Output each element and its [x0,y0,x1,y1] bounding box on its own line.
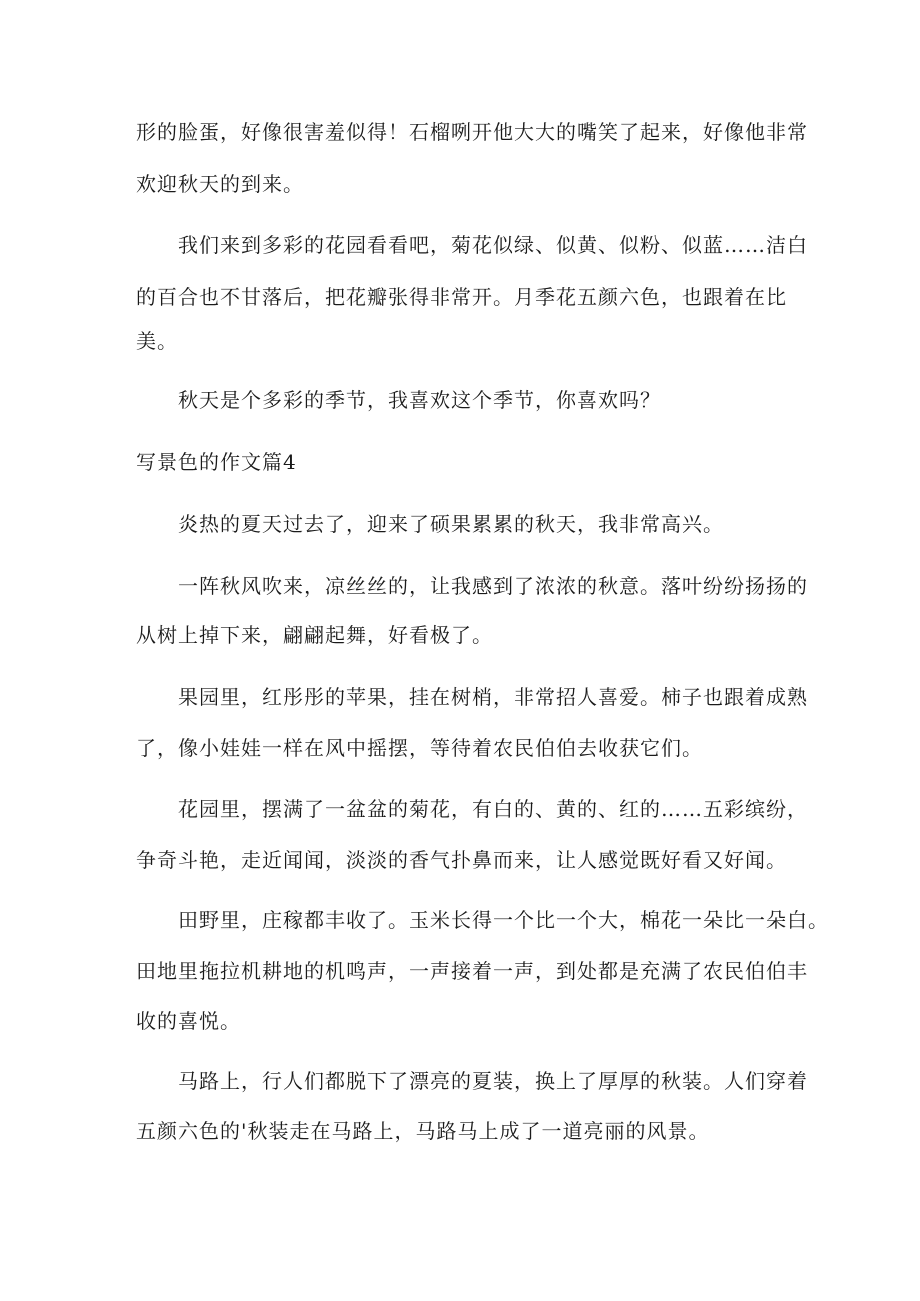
text-line: 收的喜悦。 [136,1009,241,1033]
text-line: 五颜六色的'秋装走在马路上，马路马上成了一道亮丽的风景。 [136,1119,710,1143]
text-line: 欢迎秋天的到来。 [136,172,304,196]
text-line: 形的脸蛋，好像很害羞似得！石榴咧开他大大的嘴笑了起来，好像他非常 [136,120,808,144]
text-line: 田野里，庄稼都丰收了。玉米长得一个比一个大，棉花一朵比一朵白。 [178,908,829,932]
text-line: 花园里，摆满了一盆盆的菊花，有白的、黄的、红的……五彩缤纷， [178,797,808,821]
text-line: 秋天是个多彩的季节，我喜欢这个季节，你喜欢吗？ [178,388,661,412]
text-line: 一阵秋风吹来，凉丝丝的，让我感到了浓浓的秋意。落叶纷纷扬扬的 [178,574,808,598]
text-line: 马路上，行人们都脱下了漂亮的夏装，换上了厚厚的秋装。人们穿着 [178,1069,808,1093]
text-line: 炎热的夏天过去了，迎来了硕果累累的秋天，我非常高兴。 [178,512,724,536]
text-line: 了，像小娃娃一样在风中摇摆，等待着农民伯伯去收获它们。 [136,736,703,760]
text-line: 从树上掉下来，翩翩起舞，好看极了。 [136,623,493,647]
section-heading: 写景色的作文篇4 [136,450,297,474]
text-line: 我们来到多彩的花园看看吧，菊花似绿、似黄、似粉、似蓝……洁白 [178,233,808,257]
text-line: 田地里拖拉机耕地的机鸣声，一声接着一声，到处都是充满了农民伯伯丰 [136,959,808,983]
text-line: 美。 [136,329,178,353]
text-line: 争奇斗艳，走近闻闻，淡淡的香气扑鼻而来，让人感觉既好看又好闻。 [136,848,787,872]
text-line: 的百合也不甘落后，把花瓣张得非常开。月季花五颜六色，也跟着在比 [136,285,787,309]
text-line: 果园里，红彤彤的苹果，挂在树梢，非常招人喜爱。柿子也跟着成熟 [178,685,808,709]
